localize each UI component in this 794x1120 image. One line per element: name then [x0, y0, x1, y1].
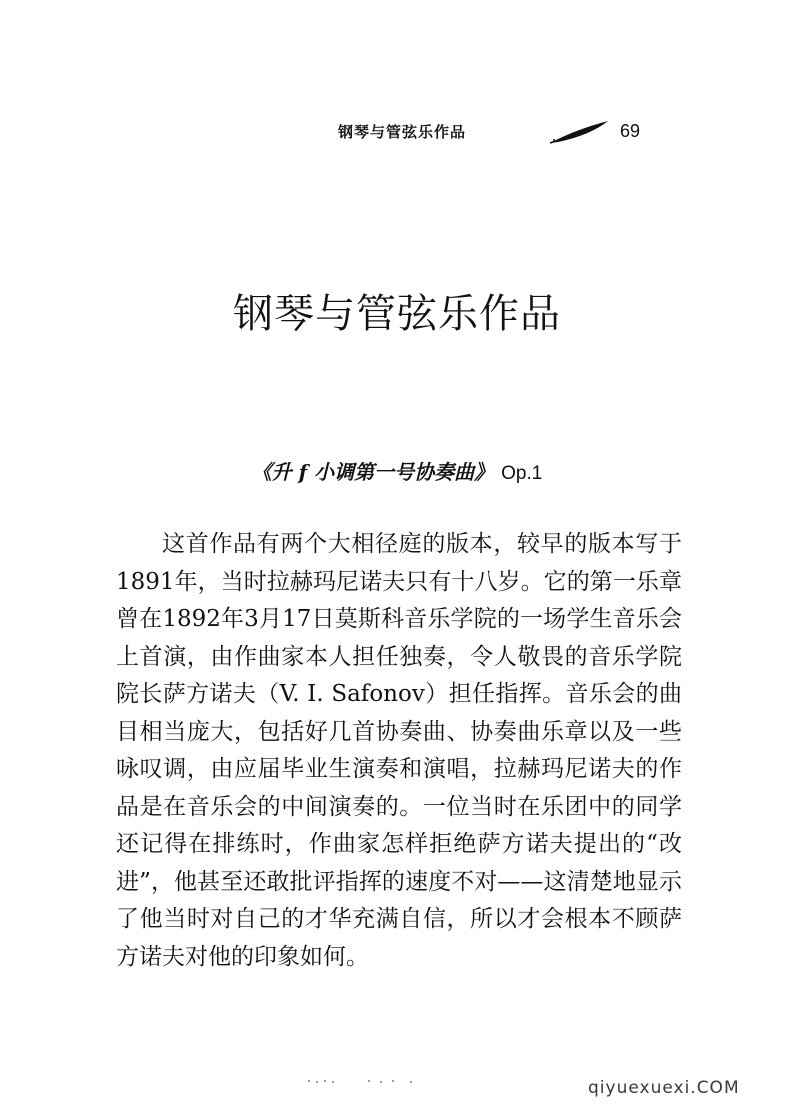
- watermark: qiyuexuexi.COM: [588, 1078, 740, 1098]
- body-paragraph: 这首作品有两个大相径庭的版本，较早的版本写于1891年，当时拉赫玛尼诺夫只有十八岁。它的第一乐章曾在1892年3月17日莫斯科音乐学院的一场学生音乐会上首演，由作曲家本人担任独奏，令人敬畏的音乐学院院长萨方诺夫（V. I. Safonov）担任指挥。音乐会的曲目相当庞大，包括好几首协奏曲、协奏曲乐章以及一些咏叹调，由应届毕业生演奏和演唱，拉赫玛尼诺夫的作品是在音乐会的中间演奏的。一位当时在乐团中的同学还记得在排练时，作曲家怎样拒绝萨方诺夫提出的“改进”，他甚至还敢批评指挥的速度不对——这清楚地显示了他当时对自己的才华充满自信，所以才会根本不顾萨方诺夫对他的印象如何。: [116, 531, 682, 970]
- quill-ornament-icon: [548, 119, 612, 145]
- page-number: 69: [620, 121, 641, 141]
- opus-number: Op.1: [501, 463, 543, 484]
- section-title: [0, 456, 794, 485]
- scan-speckles: [300, 1076, 430, 1086]
- running-title: 钢琴与管弦乐作品: [338, 123, 467, 141]
- running-header: [330, 117, 660, 147]
- section-title-text: 《升 f 小调第一号协奏曲》: [251, 460, 495, 484]
- chapter-title: 钢琴与管弦乐作品: [233, 291, 561, 337]
